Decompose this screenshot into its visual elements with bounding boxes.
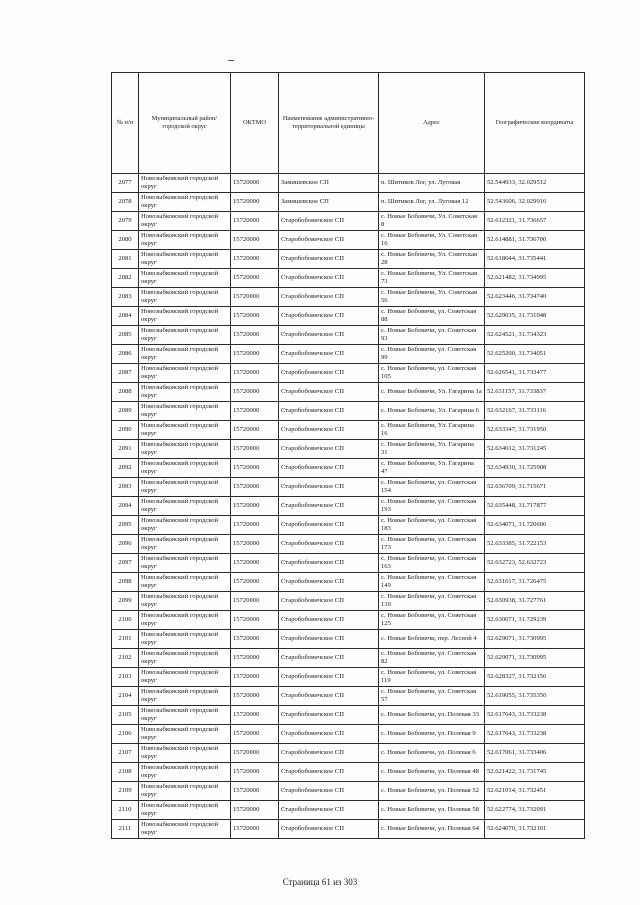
coordinates-table (111, 72, 585, 839)
cell-oktmo: 15720000 (231, 592, 279, 611)
cell-district: Новозыбковский городской округ (139, 782, 231, 801)
header-oktmo: ОКТМО (231, 73, 279, 174)
cell-coordinates: 52.634071, 31.720606 (485, 516, 585, 535)
cell-district: Новозыбковский городской округ (139, 459, 231, 478)
cell-unit: Старобобовичское СП (279, 212, 379, 231)
cell-number: 2111 (112, 820, 139, 839)
cell-address: с. Новые Бобовичи, Ул. Гагарина 31 (379, 440, 485, 459)
cell-coordinates: 52.630071, 31.729239 (485, 611, 585, 630)
table-row (112, 459, 585, 478)
cell-unit: Замишевское СП (279, 174, 379, 193)
cell-oktmo: 15720000 (231, 326, 279, 345)
cell-oktmo: 15720000 (231, 193, 279, 212)
cell-number: 2092 (112, 459, 139, 478)
cell-address: с. Новые Бобовичи, ул. Советская 93 (379, 326, 485, 345)
header-num: № п/п (112, 73, 139, 174)
table-row (112, 421, 585, 440)
cell-oktmo: 15720000 (231, 649, 279, 668)
cell-district: Новозыбковский городской округ (139, 801, 231, 820)
table-row (112, 383, 585, 402)
cell-unit: Старобобовичское СП (279, 820, 379, 839)
cell-oktmo: 15720000 (231, 478, 279, 497)
cell-oktmo: 15720000 (231, 668, 279, 687)
cell-unit: Старобобовичское СП (279, 592, 379, 611)
cell-number: 2107 (112, 744, 139, 763)
cell-oktmo: 15720000 (231, 573, 279, 592)
cell-number: 2080 (112, 231, 139, 250)
cell-number: 2079 (112, 212, 139, 231)
cell-number: 2102 (112, 649, 139, 668)
cell-district: Новозыбковский городской округ (139, 478, 231, 497)
cell-oktmo: 15720000 (231, 440, 279, 459)
cell-district: Новозыбковский городской округ (139, 326, 231, 345)
cell-unit: Старобобовичское СП (279, 269, 379, 288)
cell-coordinates: 52.630938, 31.727761 (485, 592, 585, 611)
cell-coordinates: 52.631157, 31.733837 (485, 383, 585, 402)
cell-oktmo: 15720000 (231, 307, 279, 326)
cell-district: Новозыбковский городской округ (139, 744, 231, 763)
cell-number: 2081 (112, 250, 139, 269)
cell-coordinates: 52.614881, 31.736700 (485, 231, 585, 250)
cell-address: с. Новые Бобовичи, пер. Лесной 4 (379, 630, 485, 649)
cell-address: с. Новые Бобовичи, ул. Полевая 33 (379, 706, 485, 725)
cell-address: с. Новые Бобовичи, ул. Советская 163 (379, 554, 485, 573)
cell-address: с. Новые Бобовичи, ул. Советская 119 (379, 668, 485, 687)
cell-number: 2098 (112, 573, 139, 592)
cell-unit: Старобобовичское СП (279, 326, 379, 345)
cell-number: 2108 (112, 763, 139, 782)
cell-number: 2096 (112, 535, 139, 554)
cell-number: 2103 (112, 668, 139, 687)
cell-district: Новозыбковский городской округ (139, 440, 231, 459)
table-row (112, 820, 585, 839)
cell-address: с. Новые Бобовичи, ул. Полевая 52 (379, 782, 485, 801)
cell-number: 2083 (112, 288, 139, 307)
cell-district: Новозыбковский городской округ (139, 193, 231, 212)
cell-coordinates: 52.626541, 31.733477 (485, 364, 585, 383)
cell-unit: Старобобовичское СП (279, 782, 379, 801)
cell-coordinates: 52.543606, 32.029916 (485, 193, 585, 212)
cell-unit: Старобобовичское СП (279, 763, 379, 782)
cell-coordinates: 52.635448, 31.717877 (485, 497, 585, 516)
cell-unit: Старобобовичское СП (279, 744, 379, 763)
table-row (112, 649, 585, 668)
table-body (112, 174, 585, 839)
header-coords: Географические координаты (485, 73, 585, 174)
cell-address: с. Новые Бобовичи, Ул. Советская 16 (379, 231, 485, 250)
cell-number: 2104 (112, 687, 139, 706)
cell-coordinates: 52.632723, 52.632723 (485, 554, 585, 573)
cell-coordinates: 52.625200, 31.734051 (485, 345, 585, 364)
cell-coordinates: 52.636709, 31.715671 (485, 478, 585, 497)
cell-district: Новозыбковский городской округ (139, 611, 231, 630)
cell-oktmo: 15720000 (231, 383, 279, 402)
cell-number: 2084 (112, 307, 139, 326)
cell-address: с. Новые Бобовичи, ул. Советская 183 (379, 516, 485, 535)
cell-unit: Старобобовичское СП (279, 364, 379, 383)
cell-unit: Старобобовичское СП (279, 725, 379, 744)
table-row (112, 516, 585, 535)
cell-address: с. Новые Бобовичи, Ул. Гагарина 47 (379, 459, 485, 478)
cell-district: Новозыбковский городской округ (139, 649, 231, 668)
cell-address: с. Новые Бобовичи, Ул. Гагарина 1а (379, 383, 485, 402)
cell-unit: Старобобовичское СП (279, 402, 379, 421)
cell-number: 2105 (112, 706, 139, 725)
cell-district: Новозыбковский городской округ (139, 516, 231, 535)
header-district: Муниципальный район/городской округ (139, 73, 231, 174)
cell-address: с. Новые Бобовичи, ул. Советская 154 (379, 478, 485, 497)
table-row (112, 478, 585, 497)
header-unit: Наименование административно-территориальной единицы (279, 73, 379, 174)
cell-unit: Старобобовичское СП (279, 516, 379, 535)
table-header-row (112, 73, 585, 174)
cell-oktmo: 15720000 (231, 516, 279, 535)
cell-number: 2099 (112, 592, 139, 611)
cell-address: с. Новые Бобовичи, ул. Советская 99 (379, 345, 485, 364)
table-row (112, 611, 585, 630)
table-row (112, 554, 585, 573)
cell-number: 2090 (112, 421, 139, 440)
table-row (112, 212, 585, 231)
table-row (112, 288, 585, 307)
cell-coordinates: 52.617061, 31.733406 (485, 744, 585, 763)
cell-address: с. Новые Бобовичи, Ул. Советская 28 (379, 250, 485, 269)
cell-coordinates: 52.619055, 31.735356 (485, 687, 585, 706)
cell-district: Новозыбковский городской округ (139, 497, 231, 516)
cell-oktmo: 15720000 (231, 744, 279, 763)
cell-district: Новозыбковский городской округ (139, 250, 231, 269)
cell-oktmo: 15720000 (231, 535, 279, 554)
cell-oktmo: 15720000 (231, 459, 279, 478)
table-row (112, 250, 585, 269)
cell-address: с. Новые Бобовичи, ул. Советская 125 (379, 611, 485, 630)
cell-number: 2085 (112, 326, 139, 345)
table-row (112, 744, 585, 763)
cell-district: Новозыбковский городской округ (139, 706, 231, 725)
cell-number: 2101 (112, 630, 139, 649)
cell-coordinates: 52.621482, 31.734995 (485, 269, 585, 288)
cell-unit: Старобобовичское СП (279, 421, 379, 440)
cell-number: 2093 (112, 478, 139, 497)
table-row (112, 269, 585, 288)
cell-number: 2087 (112, 364, 139, 383)
cell-number: 2089 (112, 402, 139, 421)
cell-address: с. Новые Бобовичи, ул. Полевая 64 (379, 820, 485, 839)
cell-unit: Старобобовичское СП (279, 231, 379, 250)
cell-district: Новозыбковский городской округ (139, 554, 231, 573)
cell-unit: Старобобовичское СП (279, 440, 379, 459)
cell-district: Новозыбковский городской округ (139, 820, 231, 839)
cell-number: 2097 (112, 554, 139, 573)
cell-oktmo: 15720000 (231, 687, 279, 706)
cell-address: с. Новые Бобовичи, ул. Советская 105 (379, 364, 485, 383)
cell-district: Новозыбковский городской округ (139, 592, 231, 611)
cell-oktmo: 15720000 (231, 402, 279, 421)
cell-oktmo: 15720000 (231, 763, 279, 782)
cell-district: Новозыбковский городской округ (139, 364, 231, 383)
cell-district: Новозыбковский городской округ (139, 630, 231, 649)
table-row (112, 668, 585, 687)
cell-number: 2109 (112, 782, 139, 801)
cell-district: Новозыбковский городской округ (139, 687, 231, 706)
cell-coordinates: 52.612321, 31.736657 (485, 212, 585, 231)
cell-number: 2110 (112, 801, 139, 820)
cell-coordinates: 52.544933, 32.029512 (485, 174, 585, 193)
table-row (112, 364, 585, 383)
cell-oktmo: 15720000 (231, 250, 279, 269)
cell-district: Новозыбковский городской округ (139, 402, 231, 421)
cell-district: Новозыбковский городской округ (139, 345, 231, 364)
table-row (112, 307, 585, 326)
cell-address: с. Новые Бобовичи, Ул. Гагарина 6 (379, 402, 485, 421)
cell-unit: Старобобовичское СП (279, 573, 379, 592)
cell-number: 2088 (112, 383, 139, 402)
cell-coordinates: 52.623446, 31.734740 (485, 288, 585, 307)
cell-coordinates: 52.621014, 31.732451 (485, 782, 585, 801)
cell-district: Новозыбковский городской округ (139, 421, 231, 440)
cell-oktmo: 15720000 (231, 611, 279, 630)
cell-coordinates: 52.621422, 31.731745 (485, 763, 585, 782)
cell-unit: Старобобовичское СП (279, 250, 379, 269)
cell-address: с. Новые Бобовичи, ул. Полевая 58 (379, 801, 485, 820)
cell-coordinates: 52.617643, 31.733238 (485, 706, 585, 725)
cell-coordinates: 52.629071, 31.730995 (485, 630, 585, 649)
cell-address: с. Новые Бобовичи, Ул. Советская 56 (379, 288, 485, 307)
cell-number: 2086 (112, 345, 139, 364)
header-address: Адрес (379, 73, 485, 174)
cell-coordinates: 52.629071, 31.730995 (485, 649, 585, 668)
cell-oktmo: 15720000 (231, 212, 279, 231)
cell-number: 2100 (112, 611, 139, 630)
cell-district: Новозыбковский городской округ (139, 174, 231, 193)
cell-district: Новозыбковский городской округ (139, 307, 231, 326)
cell-address: с. Новые Бобовичи, ул. Советская 139 (379, 592, 485, 611)
cell-district: Новозыбковский городской округ (139, 725, 231, 744)
cell-address: с. Новые Бобовичи, Ул. Гагарина 16 (379, 421, 485, 440)
scan-mark (228, 60, 234, 61)
table-row (112, 440, 585, 459)
cell-oktmo: 15720000 (231, 801, 279, 820)
cell-address: с. Новые Бобовичи, ул. Советская 193 (379, 497, 485, 516)
cell-oktmo: 15720000 (231, 364, 279, 383)
cell-unit: Старобобовичское СП (279, 668, 379, 687)
cell-address: с. Новые Бобовичи, Ул. Советская 73 (379, 269, 485, 288)
cell-address: с. Новые Бобовичи, ул. Советская 149 (379, 573, 485, 592)
cell-address: с. Новые Бобовичи, Ул. Советская 8 (379, 212, 485, 231)
cell-address: п. Шитиков Лог, ул. Луговая (379, 174, 485, 193)
table-row (112, 326, 585, 345)
cell-coordinates: 52.622774, 31.732091 (485, 801, 585, 820)
cell-district: Новозыбковский городской округ (139, 668, 231, 687)
cell-coordinates: 52.617643, 31.733238 (485, 725, 585, 744)
table-row (112, 497, 585, 516)
cell-unit: Замишевское СП (279, 193, 379, 212)
cell-unit: Старобобовичское СП (279, 383, 379, 402)
cell-coordinates: 52.629035, 31.731048 (485, 307, 585, 326)
cell-number: 2082 (112, 269, 139, 288)
table-row (112, 706, 585, 725)
cell-unit: Старобобовичское СП (279, 497, 379, 516)
cell-district: Новозыбковский городской округ (139, 573, 231, 592)
cell-address: с. Новые Бобовичи, ул. Советская 173 (379, 535, 485, 554)
cell-unit: Старобобовичское СП (279, 611, 379, 630)
table-row (112, 801, 585, 820)
cell-coordinates: 52.624070, 31.732101 (485, 820, 585, 839)
cell-oktmo: 15720000 (231, 725, 279, 744)
cell-oktmo: 15720000 (231, 706, 279, 725)
cell-coordinates: 52.631617, 31.726475 (485, 573, 585, 592)
cell-coordinates: 52.633347, 31.731950 (485, 421, 585, 440)
cell-oktmo: 15720000 (231, 630, 279, 649)
table-row (112, 687, 585, 706)
cell-address: с. Новые Бобовичи, ул. Полевая 9 (379, 725, 485, 744)
page-number: Страница 61 из 303 (282, 877, 358, 887)
table-row (112, 535, 585, 554)
table-row (112, 402, 585, 421)
cell-district: Новозыбковский городской округ (139, 288, 231, 307)
cell-district: Новозыбковский городской округ (139, 212, 231, 231)
cell-district: Новозыбковский городской округ (139, 269, 231, 288)
cell-address: с. Новые Бобовичи, ул. Советская 82 (379, 649, 485, 668)
cell-unit: Старобобовичское СП (279, 706, 379, 725)
cell-address: с. Новые Бобовичи, ул. Советская 57 (379, 687, 485, 706)
table-row (112, 174, 585, 193)
table-row (112, 592, 585, 611)
cell-address: п. Шитиков Лог, ул. Луговая 12 (379, 193, 485, 212)
table-row (112, 782, 585, 801)
cell-unit: Старобобовичское СП (279, 288, 379, 307)
cell-district: Новозыбковский городской округ (139, 383, 231, 402)
cell-unit: Старобобовичское СП (279, 307, 379, 326)
cell-district: Новозыбковский городской округ (139, 763, 231, 782)
cell-number: 2091 (112, 440, 139, 459)
table-row (112, 193, 585, 212)
cell-coordinates: 52.632167, 31.733116 (485, 402, 585, 421)
cell-oktmo: 15720000 (231, 421, 279, 440)
table-row (112, 345, 585, 364)
table-row (112, 573, 585, 592)
cell-coordinates: 52.628327, 31.732156 (485, 668, 585, 687)
cell-oktmo: 15720000 (231, 288, 279, 307)
cell-coordinates: 52.633385, 31.722153 (485, 535, 585, 554)
cell-unit: Старобобовичское СП (279, 535, 379, 554)
cell-unit: Старобобовичское СП (279, 459, 379, 478)
cell-coordinates: 52.624521, 31.734323 (485, 326, 585, 345)
cell-number: 2106 (112, 725, 139, 744)
cell-address: с. Новые Бобовичи, ул. Советская 88 (379, 307, 485, 326)
cell-oktmo: 15720000 (231, 820, 279, 839)
cell-unit: Старобобовичское СП (279, 649, 379, 668)
cell-oktmo: 15720000 (231, 231, 279, 250)
table-row (112, 763, 585, 782)
cell-unit: Старобобовичское СП (279, 554, 379, 573)
cell-coordinates: 52.634930, 31.725908 (485, 459, 585, 478)
cell-coordinates: 52.634012, 31.731245 (485, 440, 585, 459)
cell-unit: Старобобовичское СП (279, 478, 379, 497)
cell-coordinates: 52.618644, 31.735441 (485, 250, 585, 269)
cell-unit: Старобобовичское СП (279, 801, 379, 820)
cell-unit: Старобобовичское СП (279, 687, 379, 706)
cell-district: Новозыбковский городской округ (139, 231, 231, 250)
cell-unit: Старобобовичское СП (279, 630, 379, 649)
cell-number: 2078 (112, 193, 139, 212)
cell-oktmo: 15720000 (231, 554, 279, 573)
table-row (112, 231, 585, 250)
cell-oktmo: 15720000 (231, 782, 279, 801)
cell-address: с. Новые Бобовичи, ул. Полевая 48 (379, 763, 485, 782)
cell-number: 2094 (112, 497, 139, 516)
cell-oktmo: 15720000 (231, 174, 279, 193)
cell-district: Новозыбковский городской округ (139, 535, 231, 554)
cell-oktmo: 15720000 (231, 497, 279, 516)
cell-oktmo: 15720000 (231, 345, 279, 364)
cell-unit: Старобобовичское СП (279, 345, 379, 364)
table-row (112, 630, 585, 649)
cell-number: 2077 (112, 174, 139, 193)
table-row (112, 725, 585, 744)
cell-address: с. Новые Бобовичи, ул. Полевая 6 (379, 744, 485, 763)
cell-number: 2095 (112, 516, 139, 535)
cell-oktmo: 15720000 (231, 269, 279, 288)
